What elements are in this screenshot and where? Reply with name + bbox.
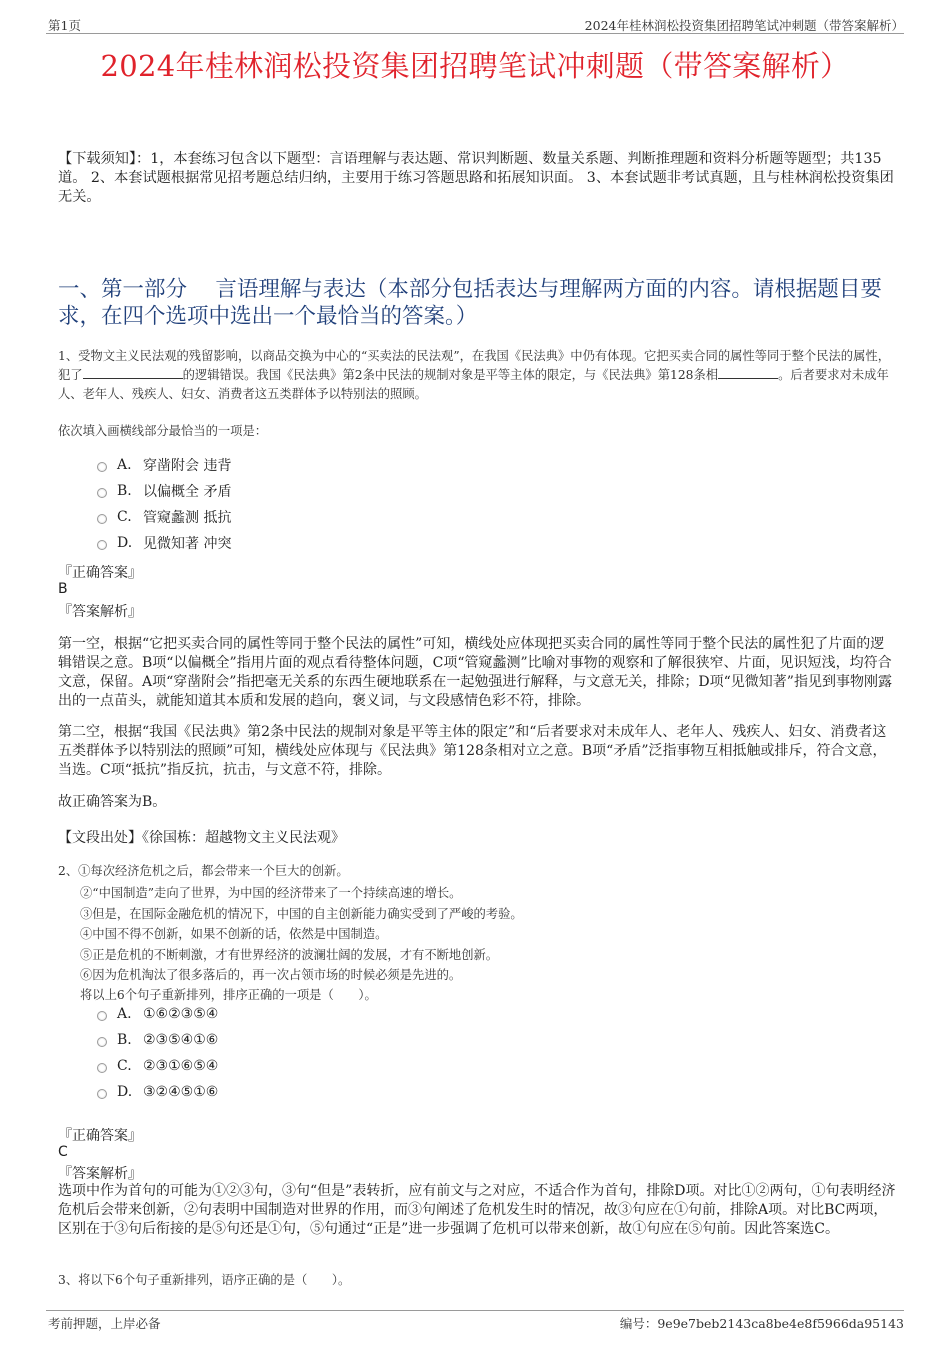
question-1-text-part3: 。后者要求对未成年人、老年人、残疾人、妇女、消费者这五类群体予以特别法的照顾。: [58, 368, 889, 401]
q2-line-3: ③但是，在国际金融危机的情况下，中国的自主创新能力确实受到了严峻的考验。: [80, 907, 523, 921]
header-divider: [46, 33, 904, 34]
option-letter: A.: [117, 1006, 132, 1022]
q2-line-5: ⑤正是危机的不断刺激，才有世界经济的波澜壮阔的发展，才有不断地创新。: [80, 948, 499, 962]
q1-analysis-para-1: 第一空，根据“它把买卖合同的属性等同于整个民法的属性”可知，横线处应体现把买卖合同的属性等同于整个民法的属性犯了片面的逻辑错误之意。B项“以偏概全”指用片面的观点看待整体问题，C项“管窥蠡测”比喻对事物的观察和了解很狭窄、片面，见识短浅，均符合文意，保留。A项“穿凿附会”指把毫无关系的东西生硬地联系在一起勉强进行解释，与文意无关，排除；D项“见微知著”指见到事物刚露出的一点苗头，就能知道其本质和发展的趋向，褒义词，与文段感情色彩不符，排除。: [58, 636, 892, 709]
q2-option-a[interactable]: [97, 1003, 218, 1025]
radio-icon[interactable]: [97, 1089, 107, 1099]
q1-option-b[interactable]: [97, 480, 231, 502]
q1-source: 【文段出处】《徐国栋：超越物文主义民法观》: [58, 830, 345, 846]
radio-icon[interactable]: [97, 1037, 107, 1047]
q2-line-4: ④中国不得不创新，如果不创新的话，依然是中国制造。: [80, 927, 388, 941]
radio-icon[interactable]: [97, 514, 107, 524]
q1-answer-label: 『正确答案』: [58, 565, 142, 581]
question-1-instruction: 依次填入画横线部分最恰当的一项是：: [58, 424, 268, 438]
page-title: 2024年桂林润松投资集团招聘笔试冲刺题（带答案解析）: [100, 49, 850, 83]
q2-answer-label: 『正确答案』: [58, 1128, 142, 1144]
radio-icon[interactable]: [97, 488, 107, 498]
fill-blank-1: [83, 366, 183, 379]
option-text: 穿凿附会 违背: [143, 458, 232, 474]
q2-line-1: 2、①每次经济危机之后，都会带来一个巨大的创新。: [58, 864, 349, 878]
question-1-text-part1: 1、受物文主义民法观的残留影响，以商品交换为中心的“买卖法的民法观”，在我国《民法典》中仍有体现。它把买卖合同的属性等同于整个民法的属性，犯了: [58, 349, 890, 382]
option-letter: B.: [117, 483, 132, 499]
q1-analysis-label: 『答案解析』: [58, 604, 142, 620]
q2-analysis-label: 『答案解析』: [58, 1166, 142, 1182]
q2-line-2: ②“中国制造”走向了世界，为中国的经济带来了一个持续高速的增长。: [80, 886, 462, 900]
option-text: 以偏概全 矛盾: [143, 484, 232, 500]
fill-blank-2: [718, 366, 778, 379]
radio-icon[interactable]: [97, 1011, 107, 1021]
q1-option-d[interactable]: [97, 532, 231, 554]
q1-answer: B: [58, 581, 68, 597]
q1-analysis-para-2: 第二空，根据“我国《民法典》第2条中民法的规制对象是平等主体的限定”和“后者要求对未成年人、老年人、残疾人、妇女、消费者这五类群体予以特别法的照顾”可知，横线处应体现与《民法典》第128条相对立之意。B项“矛盾”泛指事物互相抵触或排斥，符合文意，当选。C项“抵抗”指反抗，抗击，与文意不符，排除。: [58, 724, 887, 778]
header-doc-title: 2024年桂林润松投资集团招聘笔试冲刺题（带答案解析）: [584, 18, 904, 33]
option-text: ③②④⑤①⑥: [143, 1084, 219, 1100]
option-letter: A.: [117, 457, 132, 473]
q2-option-d[interactable]: [97, 1081, 218, 1103]
q1-option-a[interactable]: [97, 454, 231, 476]
q2-answer: C: [58, 1144, 68, 1160]
radio-icon[interactable]: [97, 462, 107, 472]
option-letter: C.: [117, 1058, 132, 1074]
section-heading: 一、第一部分 言语理解与表达（本部分包括表达与理解两方面的内容。请根据题目要求，在四个选项中选出一个最恰当的答案。）: [58, 277, 882, 329]
q2-option-b[interactable]: [97, 1029, 218, 1051]
footer-doc-id: 编号：9e9e7beb2143ca8be4e8f5966da95143: [619, 1316, 904, 1331]
option-text: ②③⑤④①⑥: [143, 1032, 219, 1048]
option-text: ②③①⑥⑤④: [143, 1058, 219, 1074]
q2-line-6: ⑥因为危机淘汰了很多落后的，再一次占领市场的时候必须是先进的。: [80, 968, 462, 982]
option-text: 见微知著 冲突: [143, 536, 232, 552]
radio-icon[interactable]: [97, 1063, 107, 1073]
question-1-text: [58, 347, 896, 404]
option-text: ①⑥②③⑤④: [143, 1006, 219, 1022]
download-notice: 【下载须知】：1，本套练习包含以下题型：言语理解与表达题、常识判断题、数量关系题、判断推理题和资料分析题等题型；共135道。 2、本套试题根据常见招考题总结归纳，主要用于练习答题思路和拓展知识面。 3、本套试题非考试真题，且与桂林润松投资集团无关。: [58, 151, 894, 205]
q2-instruction: 将以上6个句子重新排列，排序正确的一项是（ ）。: [80, 988, 377, 1002]
option-text: 管窥蠡测 抵抗: [143, 510, 232, 526]
q2-option-c[interactable]: [97, 1055, 218, 1077]
q1-option-c[interactable]: [97, 506, 231, 528]
question-3-text: 3、将以下6个句子重新排列，语序正确的是（ ）。: [58, 1273, 351, 1287]
radio-icon[interactable]: [97, 540, 107, 550]
q1-analysis-conclusion: 故正确答案为B。: [58, 794, 167, 810]
footer-slogan: 考前押题，上岸必备: [48, 1316, 161, 1331]
option-letter: C.: [117, 509, 132, 525]
option-letter: B.: [117, 1032, 132, 1048]
option-letter: D.: [117, 535, 133, 551]
page-number: 第1页: [48, 18, 81, 33]
q2-analysis: 选项中作为首句的可能为①②③句，③句“但是”表转折，应有前文与之对应，不适合作为首句，排除D项。对比①②两句，①句表明经济危机后会带来创新，②句表明中国制造对世界的作用，而③句阐述了危机发生时的情况，故③句应在①句前，排除A项。对比BC两项，区别在于③句后衔接的是⑤句还是①句，⑤句通过“正是”进一步强调了危机可以带来创新，故①句应在⑤句前。因此答案选C。: [58, 1183, 896, 1237]
option-letter: D.: [117, 1084, 133, 1100]
footer-divider: [46, 1310, 904, 1311]
question-1-text-part2: 的逻辑错误。我国《民法典》第2条中民法的规制对象是平等主体的限定，与《民法典》第128条相: [182, 368, 719, 382]
